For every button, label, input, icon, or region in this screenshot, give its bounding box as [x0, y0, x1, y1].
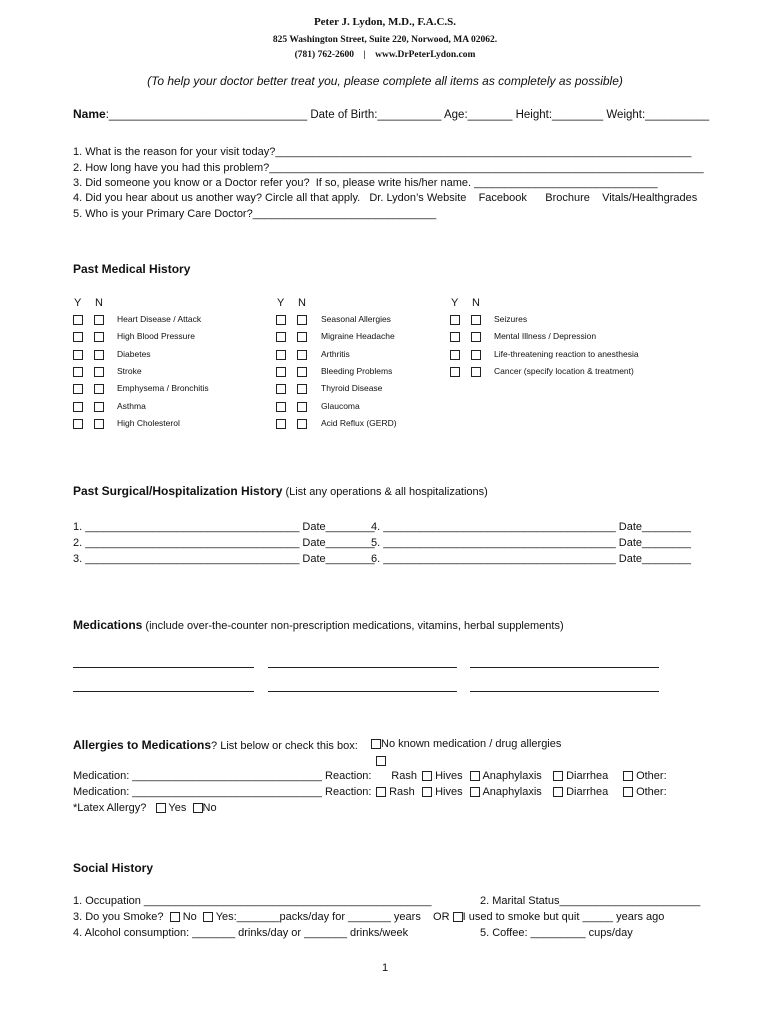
- condition-no-checkbox[interactable]: [471, 350, 481, 360]
- reaction-label: Other:: [636, 786, 667, 798]
- smoking-row: [73, 911, 664, 923]
- reaction-option[interactable]: [470, 770, 542, 782]
- condition-label: Glaucoma: [321, 400, 360, 411]
- pmh-no-header: N: [95, 297, 103, 309]
- marital-status-field[interactable]: 2. Marital Status_______________________: [480, 895, 701, 907]
- practice-address: 825 Washington Street, Suite 220, Norwood, MA 02062.: [272, 35, 498, 45]
- condition-no-checkbox[interactable]: [471, 367, 481, 377]
- condition-label: Mental Illness / Depression: [494, 331, 597, 342]
- reaction-label: Hives: [435, 770, 463, 782]
- pmh-title: Past Medical History: [73, 262, 191, 276]
- question-reason[interactable]: 1. What is the reason for your visit today?____________________________________________________________________: [73, 146, 692, 158]
- reaction-label: Anaphylaxis: [482, 770, 542, 782]
- surgical-subtitle: (List any operations & all hospitalizations): [282, 486, 488, 498]
- condition-label: Cancer (specify location & treatment): [494, 365, 634, 376]
- smoke-no-checkbox[interactable]: [170, 912, 180, 922]
- page-number: 1: [381, 962, 389, 974]
- reaction-option[interactable]: [376, 770, 417, 782]
- condition-label: Arthritis: [321, 348, 350, 359]
- smoke-quit-field[interactable]: I used to smoke but quit _____ years ago: [462, 911, 665, 923]
- reaction-option[interactable]: [470, 786, 542, 798]
- condition-label: Diabetes: [117, 348, 151, 359]
- question-pcp[interactable]: 5. Who is your Primary Care Doctor?______________________________: [73, 208, 437, 220]
- reaction-checkbox[interactable]: [422, 771, 432, 781]
- latex-yes-label: Yes: [168, 802, 187, 814]
- reaction-checkbox[interactable]: [376, 787, 386, 797]
- medications-subtitle: (include over-the-counter non-prescription medications, vitamins, herbal supplements): [142, 620, 564, 632]
- reaction-checkbox[interactable]: [553, 771, 563, 781]
- latex-label: *Latex Allergy?: [73, 802, 147, 814]
- smoke-question: 3. Do you Smoke?: [73, 911, 164, 923]
- condition-label: Bleeding Problems: [321, 365, 393, 376]
- reaction-label: Anaphylaxis: [482, 786, 542, 798]
- reaction-checkbox[interactable]: [553, 787, 563, 797]
- question-heard-about[interactable]: 4. Did you hear about us another way? Circle all that apply. Dr. Lydon’s Website Facebook Brochure Vitals/Healthgrades: [73, 192, 698, 204]
- reaction-checkbox[interactable]: [470, 787, 480, 797]
- occupation-field[interactable]: 1. Occupation _______________________________________________: [73, 895, 432, 907]
- reaction-checkbox[interactable]: [422, 787, 432, 797]
- condition-label: Heart Disease / Attack: [117, 314, 202, 324]
- condition-label: Seizures: [494, 314, 528, 324]
- condition-yes-checkbox[interactable]: [276, 384, 286, 394]
- surgery-line-5[interactable]: 5. ______________________________________ Date________: [371, 537, 691, 549]
- no-known-allergies[interactable]: [371, 738, 561, 750]
- condition-no-checkbox[interactable]: [94, 332, 104, 342]
- reaction-label: Diarrhea: [566, 770, 609, 782]
- allergy-medication-2[interactable]: Medication: _______________________________ Reaction:: [73, 786, 372, 798]
- condition-label: High Blood Pressure: [117, 331, 195, 342]
- condition-yes-checkbox[interactable]: [73, 332, 83, 342]
- allergies-title: Allergies to Medications: [73, 738, 212, 752]
- surgery-line-1[interactable]: 1. ___________________________________ Date________: [73, 521, 375, 533]
- condition-label: Acid Reflux (GERD): [321, 417, 397, 428]
- condition-yes-checkbox[interactable]: [450, 315, 460, 325]
- condition-no-checkbox[interactable]: [94, 402, 104, 412]
- reaction-checkbox[interactable]: [623, 787, 633, 797]
- condition-no-checkbox[interactable]: [94, 350, 104, 360]
- smoke-yes-field[interactable]: Yes:_______packs/day for _______ years OR: [215, 911, 450, 923]
- medication-blank[interactable]: [470, 691, 659, 692]
- form-instructions: (To help your doctor better treat you, please complete all items as completely as possible): [147, 74, 623, 88]
- condition-no-checkbox[interactable]: [297, 350, 307, 360]
- condition-yes-checkbox[interactable]: [73, 350, 83, 360]
- condition-yes-checkbox[interactable]: [73, 419, 83, 429]
- surgical-heading: [73, 484, 488, 498]
- no-known-allergies-label: No known medication / drug allergies: [381, 738, 562, 750]
- surgery-line-3[interactable]: 3. ___________________________________ Date________: [73, 553, 375, 565]
- condition-yes-checkbox[interactable]: [276, 350, 286, 360]
- reaction-option[interactable]: [553, 770, 608, 782]
- reaction-option[interactable]: [422, 786, 463, 798]
- condition-yes-checkbox[interactable]: [450, 367, 460, 377]
- pmh-yes-header: Y: [451, 297, 459, 309]
- reaction-label: Other:: [636, 770, 667, 782]
- demographics-row[interactable]: [73, 107, 709, 121]
- condition-yes-checkbox[interactable]: [276, 332, 286, 342]
- reaction-checkbox[interactable]: [623, 771, 633, 781]
- condition-label: Seasonal Allergies: [321, 314, 391, 324]
- condition-yes-checkbox[interactable]: [276, 367, 286, 377]
- extra-checkbox[interactable]: [376, 756, 386, 766]
- pmh-no-header: N: [472, 297, 480, 309]
- question-duration[interactable]: 2. How long have you had this problem?_______________________________________________________________________: [73, 162, 704, 174]
- pmh-no-header: N: [298, 297, 306, 309]
- coffee-field[interactable]: 5. Coffee: _________ cups/day: [480, 927, 633, 939]
- medication-blank[interactable]: [470, 667, 659, 668]
- latex-no-checkbox[interactable]: [193, 803, 203, 813]
- condition-yes-checkbox[interactable]: [73, 384, 83, 394]
- condition-no-checkbox[interactable]: [297, 402, 307, 412]
- medication-blank[interactable]: [73, 691, 254, 692]
- condition-yes-checkbox[interactable]: [276, 402, 286, 412]
- reaction-label: Diarrhea: [566, 786, 609, 798]
- no-known-allergies-checkbox[interactable]: [371, 739, 381, 749]
- smoke-quit-checkbox[interactable]: [453, 912, 463, 922]
- condition-label: Emphysema / Bronchitis: [117, 383, 209, 394]
- condition-yes-checkbox[interactable]: [73, 402, 83, 412]
- surgery-line-6[interactable]: 6. ______________________________________ Date________: [371, 553, 691, 565]
- condition-yes-checkbox[interactable]: [73, 315, 83, 325]
- demographics-fields[interactable]: :_______________________________ Date of Birth:__________ Age:_______ Height:________ Weight:__________: [105, 109, 710, 121]
- allergy-medication-1[interactable]: Medication: _______________________________ Reaction:: [73, 770, 372, 782]
- social-title: Social History: [73, 861, 154, 875]
- reaction-label: Rash: [391, 770, 417, 782]
- condition-no-checkbox[interactable]: [94, 384, 104, 394]
- medications-heading: [73, 618, 564, 632]
- condition-label: Stroke: [117, 365, 142, 376]
- condition-label: High Cholesterol: [117, 417, 180, 428]
- condition-yes-checkbox[interactable]: [73, 367, 83, 377]
- surgery-line-4[interactable]: 4. ______________________________________ Date________: [371, 521, 691, 533]
- practice-contact: (781) 762-2600 | www.DrPeterLydon.com: [294, 50, 476, 60]
- reaction-option[interactable]: [623, 786, 667, 798]
- reaction-option[interactable]: [623, 770, 667, 782]
- reaction-option[interactable]: [422, 770, 463, 782]
- condition-label: Migraine Headache: [321, 331, 395, 342]
- medication-blank[interactable]: [268, 691, 457, 692]
- doctor-name: Peter J. Lydon, M.D., F.A.C.S.: [313, 16, 457, 28]
- condition-no-checkbox[interactable]: [297, 367, 307, 377]
- condition-no-checkbox[interactable]: [297, 332, 307, 342]
- condition-label: Thyroid Disease: [321, 383, 383, 394]
- latex-yes-checkbox[interactable]: [156, 803, 166, 813]
- condition-no-checkbox[interactable]: [94, 315, 104, 325]
- reaction-label: Rash: [389, 786, 415, 798]
- condition-yes-checkbox[interactable]: [276, 315, 286, 325]
- alcohol-field[interactable]: 4. Alcohol consumption: _______ drinks/day or _______ drinks/week: [73, 927, 409, 939]
- allergies-prompt: ? List below or check this box:: [211, 740, 358, 752]
- reaction-label: Hives: [435, 786, 463, 798]
- condition-no-checkbox[interactable]: [297, 315, 307, 325]
- pmh-yes-header: Y: [74, 297, 82, 309]
- surgical-title: Past Surgical/Hospitalization History: [73, 484, 283, 498]
- reaction-option[interactable]: [376, 786, 415, 798]
- condition-yes-checkbox[interactable]: [450, 332, 460, 342]
- condition-no-checkbox[interactable]: [471, 332, 481, 342]
- latex-allergy-row: [73, 802, 217, 814]
- condition-no-checkbox[interactable]: [94, 419, 104, 429]
- medications-title: Medications: [73, 618, 143, 632]
- reaction-checkbox[interactable]: [470, 771, 480, 781]
- condition-no-checkbox[interactable]: [297, 384, 307, 394]
- condition-no-checkbox[interactable]: [94, 367, 104, 377]
- medication-blank[interactable]: [73, 667, 254, 668]
- name-label: Name: [73, 107, 106, 121]
- latex-no-label: No: [202, 802, 217, 814]
- condition-label: Asthma: [117, 400, 146, 411]
- pmh-yes-header: Y: [277, 297, 285, 309]
- condition-yes-checkbox[interactable]: [450, 350, 460, 360]
- reaction-option[interactable]: [553, 786, 608, 798]
- condition-yes-checkbox[interactable]: [276, 419, 286, 429]
- smoke-no-label: No: [182, 911, 197, 923]
- condition-no-checkbox[interactable]: [297, 419, 307, 429]
- question-referral[interactable]: 3. Did someone you know or a Doctor refer you? If so, please write his/her name. ______________________________: [73, 177, 658, 189]
- surgery-line-2[interactable]: 2. ___________________________________ Date________: [73, 537, 375, 549]
- condition-no-checkbox[interactable]: [471, 315, 481, 325]
- allergies-heading: [73, 738, 358, 752]
- smoke-yes-checkbox[interactable]: [203, 912, 213, 922]
- condition-label: Life-threatening reaction to anesthesia: [494, 348, 639, 359]
- medication-blank[interactable]: [268, 667, 457, 668]
